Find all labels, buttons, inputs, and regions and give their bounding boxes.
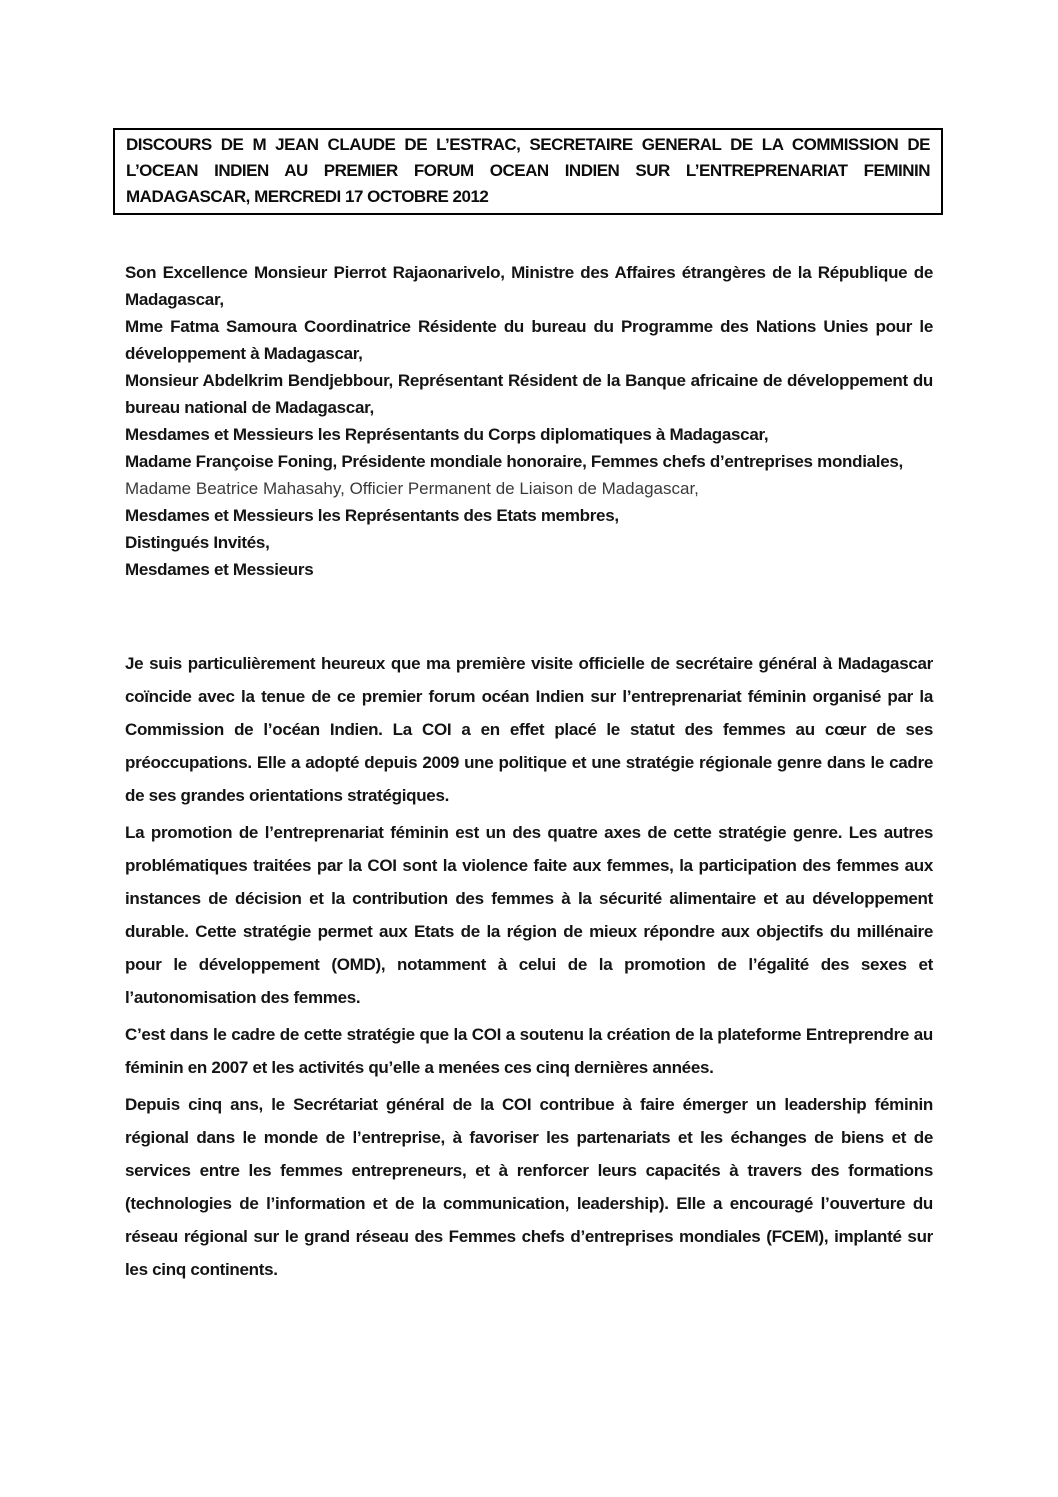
body-paragraph: Depuis cinq ans, le Secrétariat général de la COI contribue à faire émerger un leadership féminin régional dans le monde de l’entreprise, à favoriser les partenariats et les échanges de biens et de services entre les femmes entrepreneurs, et à renforcer leurs capacités à travers des formations (technologies de l’information et de la communication, leadership). Elle a encouragé l’ouverture du réseau régional sur le grand réseau des Femmes chefs d’entreprises mondiales (FCEM), implanté sur les cinq continents. [125,1095,933,1279]
salutation-line: Mesdames et Messieurs les Représentants du Corps diplomatiques à Madagascar, [125,425,769,444]
body-paragraph: C’est dans le cadre de cette stratégie que la COI a soutenu la création de la plateforme Entreprendre au féminin en 2007 et les activités qu’elle a menées ces cinq dernières années. [125,1025,933,1077]
salutation-line: Son Excellence Monsieur Pierrot Rajaonarivelo, Ministre des Affaires étrangères de la République de Madagascar, [125,263,933,309]
salutation-line: Monsieur Abdelkrim Bendjebbour, Représentant Résident de la Banque africaine de développement du bureau national de Madagascar, [125,371,933,417]
salutation-block [125,259,933,583]
body-paragraph: Je suis particulièrement heureux que ma première visite officielle de secrétaire général à Madagascar coïncide avec la tenue de ce premier forum océan Indien sur l’entreprenariat féminin organisé par la Commission de l’océan Indien. La COI a en effet placé le statut des femmes au cœur de ses préoccupations. Elle a adopté depuis 2009 une politique et une stratégie régionale genre dans le cadre de ses grandes orientations stratégiques. [125,654,933,805]
salutation-line: Mesdames et Messieurs les Représentants des Etats membres, [125,506,619,525]
salutation-line: Mme Fatma Samoura Coordinatrice Résidente du bureau du Programme des Nations Unies pour le développement à Madagascar, [125,317,933,363]
salutation-line: Mesdames et Messieurs [125,560,314,579]
body-paragraph: La promotion de l’entreprenariat féminin est un des quatre axes de cette stratégie genre. Les autres problématiques traitées par la COI sont la violence faite aux femmes, la participation des femmes aux instances de décision et la contribution des femmes à la sécurité alimentaire et au développement durable. Cette stratégie permet aux Etats de la région de mieux répondre aux objectifs du millénaire pour le développement (OMD), notamment à celui de la promotion de l’égalité des sexes et l’autonomisation des femmes. [125,823,933,1007]
salutation-line: Madame Françoise Foning, Présidente mondiale honoraire, Femmes chefs d’entreprises mondiales, [125,452,903,471]
title-box [113,128,943,215]
salutation-line: Distingués Invités, [125,533,270,552]
document-title: DISCOURS DE M JEAN CLAUDE DE L’ESTRAC, SECRETAIRE GENERAL DE LA COMMISSION DE L’OCEAN INDIEN AU PREMIER FORUM OCEAN INDIEN SUR L’ENTREPRENARIAT FEMININ MADAGASCAR, MERCREDI 17 OCTOBRE 2012 [126,135,930,206]
document-body [125,647,933,1290]
salutation-line-light: Madame Beatrice Mahasahy, Officier Permanent de Liaison de Madagascar, [125,479,699,498]
